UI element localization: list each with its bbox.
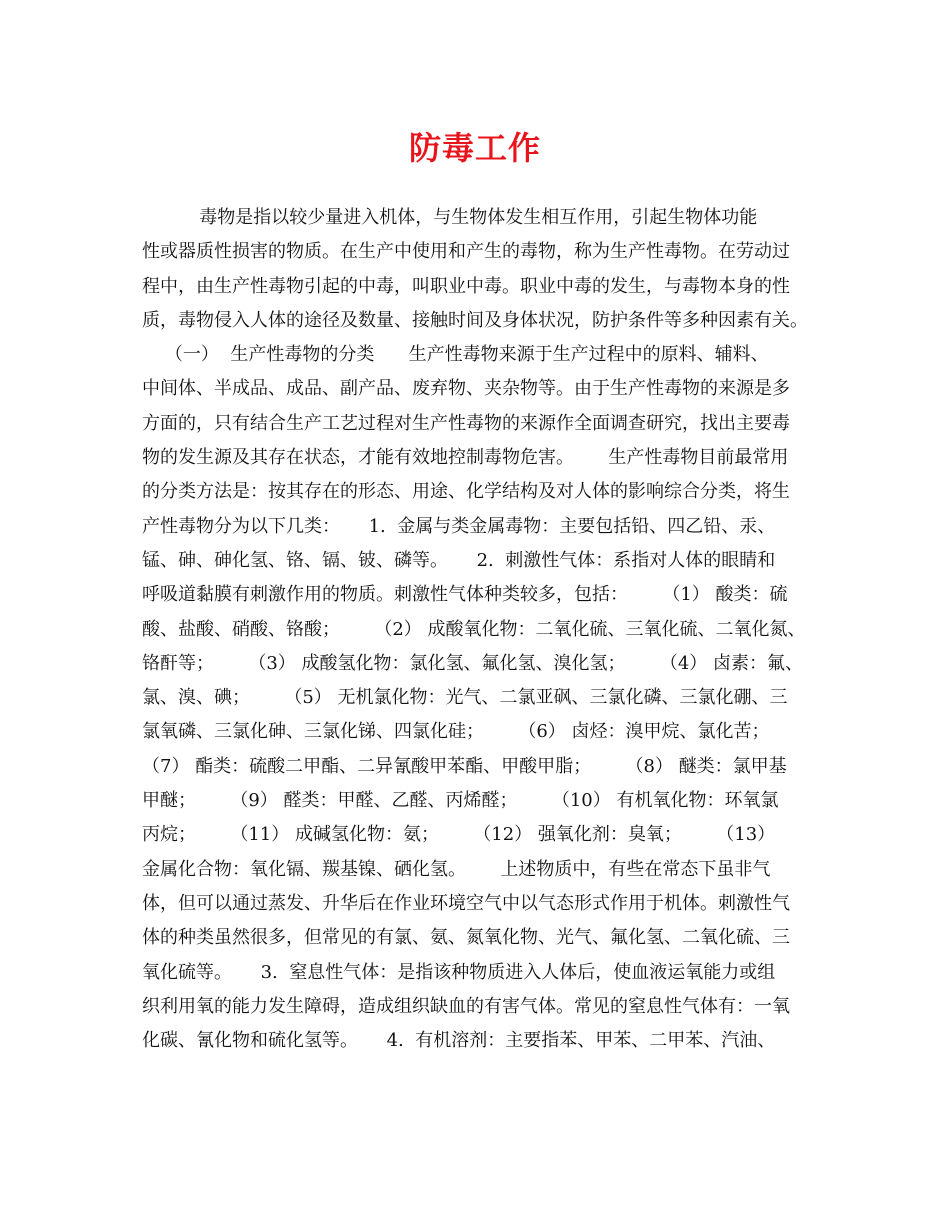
body-line: 体的种类虽然很多，但常见的有氯、氨、氮氧化物、光气、氟化氢、二氧化硫、三 — [142, 927, 790, 949]
body-line: 物的发生源及其存在状态，才能有效地控制毒物危害。 生产性毒物目前最常用 — [142, 447, 789, 469]
body-line: （7） 酯类：硫酸二甲酯、二异氰酸甲苯酯、甲酸甲脂； （8） 醚类：氯甲基 — [142, 755, 787, 777]
body-line: 的分类方法是：按其存在的形态、用途、化学结构及对人体的影响综合分类，将生 — [142, 481, 790, 503]
body-line: 质，毒物侵入人体的途径及数量、接触时间及身体状况，防护条件等多种因素有关。 — [142, 309, 808, 331]
body-line: 氧化硫等。 3. 窒息性气体：是指该种物质进入人体后，使血液运氧能力或组 — [142, 961, 776, 983]
body-line: 程中，由生产性毒物引起的中毒，叫职业中毒。职业中毒的发生，与毒物本身的性 — [142, 275, 790, 297]
body-line: 体，但可以通过蒸发、升华后在作业环境空气中以气态形式作用于机体。刺激性气 — [142, 892, 790, 914]
body-line: 甲醚； （9） 醛类：甲醛、乙醛、丙烯醛； （10） 有机氧化物：环氧氯 — [142, 790, 779, 812]
body-line: 氯氧磷、三氯化砷、三氯化锑、四氯化硅； （6） 卤烃：溴甲烷、氯化苦； — [142, 721, 770, 743]
document-body — [142, 201, 818, 1058]
body-line: 丙烷； （11） 成碱氢化物：氨； （12） 强氧化剂：臭氧； （13） — [142, 824, 776, 846]
body-line: 铬酐等； （3） 成酸氢化物：氯化氢、氟化氢、溴化氢； （4） 卤素：氟、 — [142, 652, 804, 674]
body-line: 氯、溴、碘； （5） 无机氯化物：光气、二氯亚砜、三氯化磷、三氯化硼、三 — [142, 687, 788, 709]
body-line: 方面的，只有结合生产工艺过程对生产性毒物的来源作全面调查研究，找出主要毒 — [142, 412, 790, 434]
body-line: 中间体、半成品、成品、副产品、废弃物、夹杂物等。由于生产性毒物的来源是多 — [142, 378, 790, 400]
body-line: 锰、砷、砷化氢、铬、镉、铍、磷等。 2. 刺激性气体：系指对人体的眼睛和 — [142, 549, 776, 571]
body-line: 毒物是指以较少量进入机体，与生物体发生相互作用，引起生物体功能 — [142, 207, 758, 228]
body-line: 织利用氧的能力发生障碍，造成组织缺血的有害气体。常见的窒息性气体有：一氧 — [142, 995, 790, 1017]
body-line: 呼吸道黏膜有刺激作用的物质。刺激性气体种类较多，包括： （1） 酸类：硫 — [142, 584, 788, 606]
body-line: 化碳、氰化物和硫化氢等。 4. 有机溶剂：主要指苯、甲苯、二甲苯、汽油、 — [142, 1030, 776, 1052]
body-line: （一） 生产性毒物的分类 生产性毒物来源于生产过程中的原料、辅料、 — [142, 344, 769, 366]
body-line: 金属化合物：氧化镉、羰基镍、硒化氢。 上述物质中，有些在常态下虽非气 — [142, 858, 771, 880]
document-title: 防毒工作 — [408, 129, 541, 167]
body-line: 性或器质性损害的物质。在生产中使用和产生的毒物，称为生产性毒物。在劳动过 — [142, 241, 790, 263]
body-line: 产性毒物分为以下几类： 1. 金属与类金属毒物：主要包括铅、四乙铅、汞、 — [142, 515, 776, 537]
body-line: 酸、盐酸、硝酸、铬酸； （2） 成酸氧化物：二氧化硫、三氧化硫、二氧化氮、 — [142, 618, 806, 640]
